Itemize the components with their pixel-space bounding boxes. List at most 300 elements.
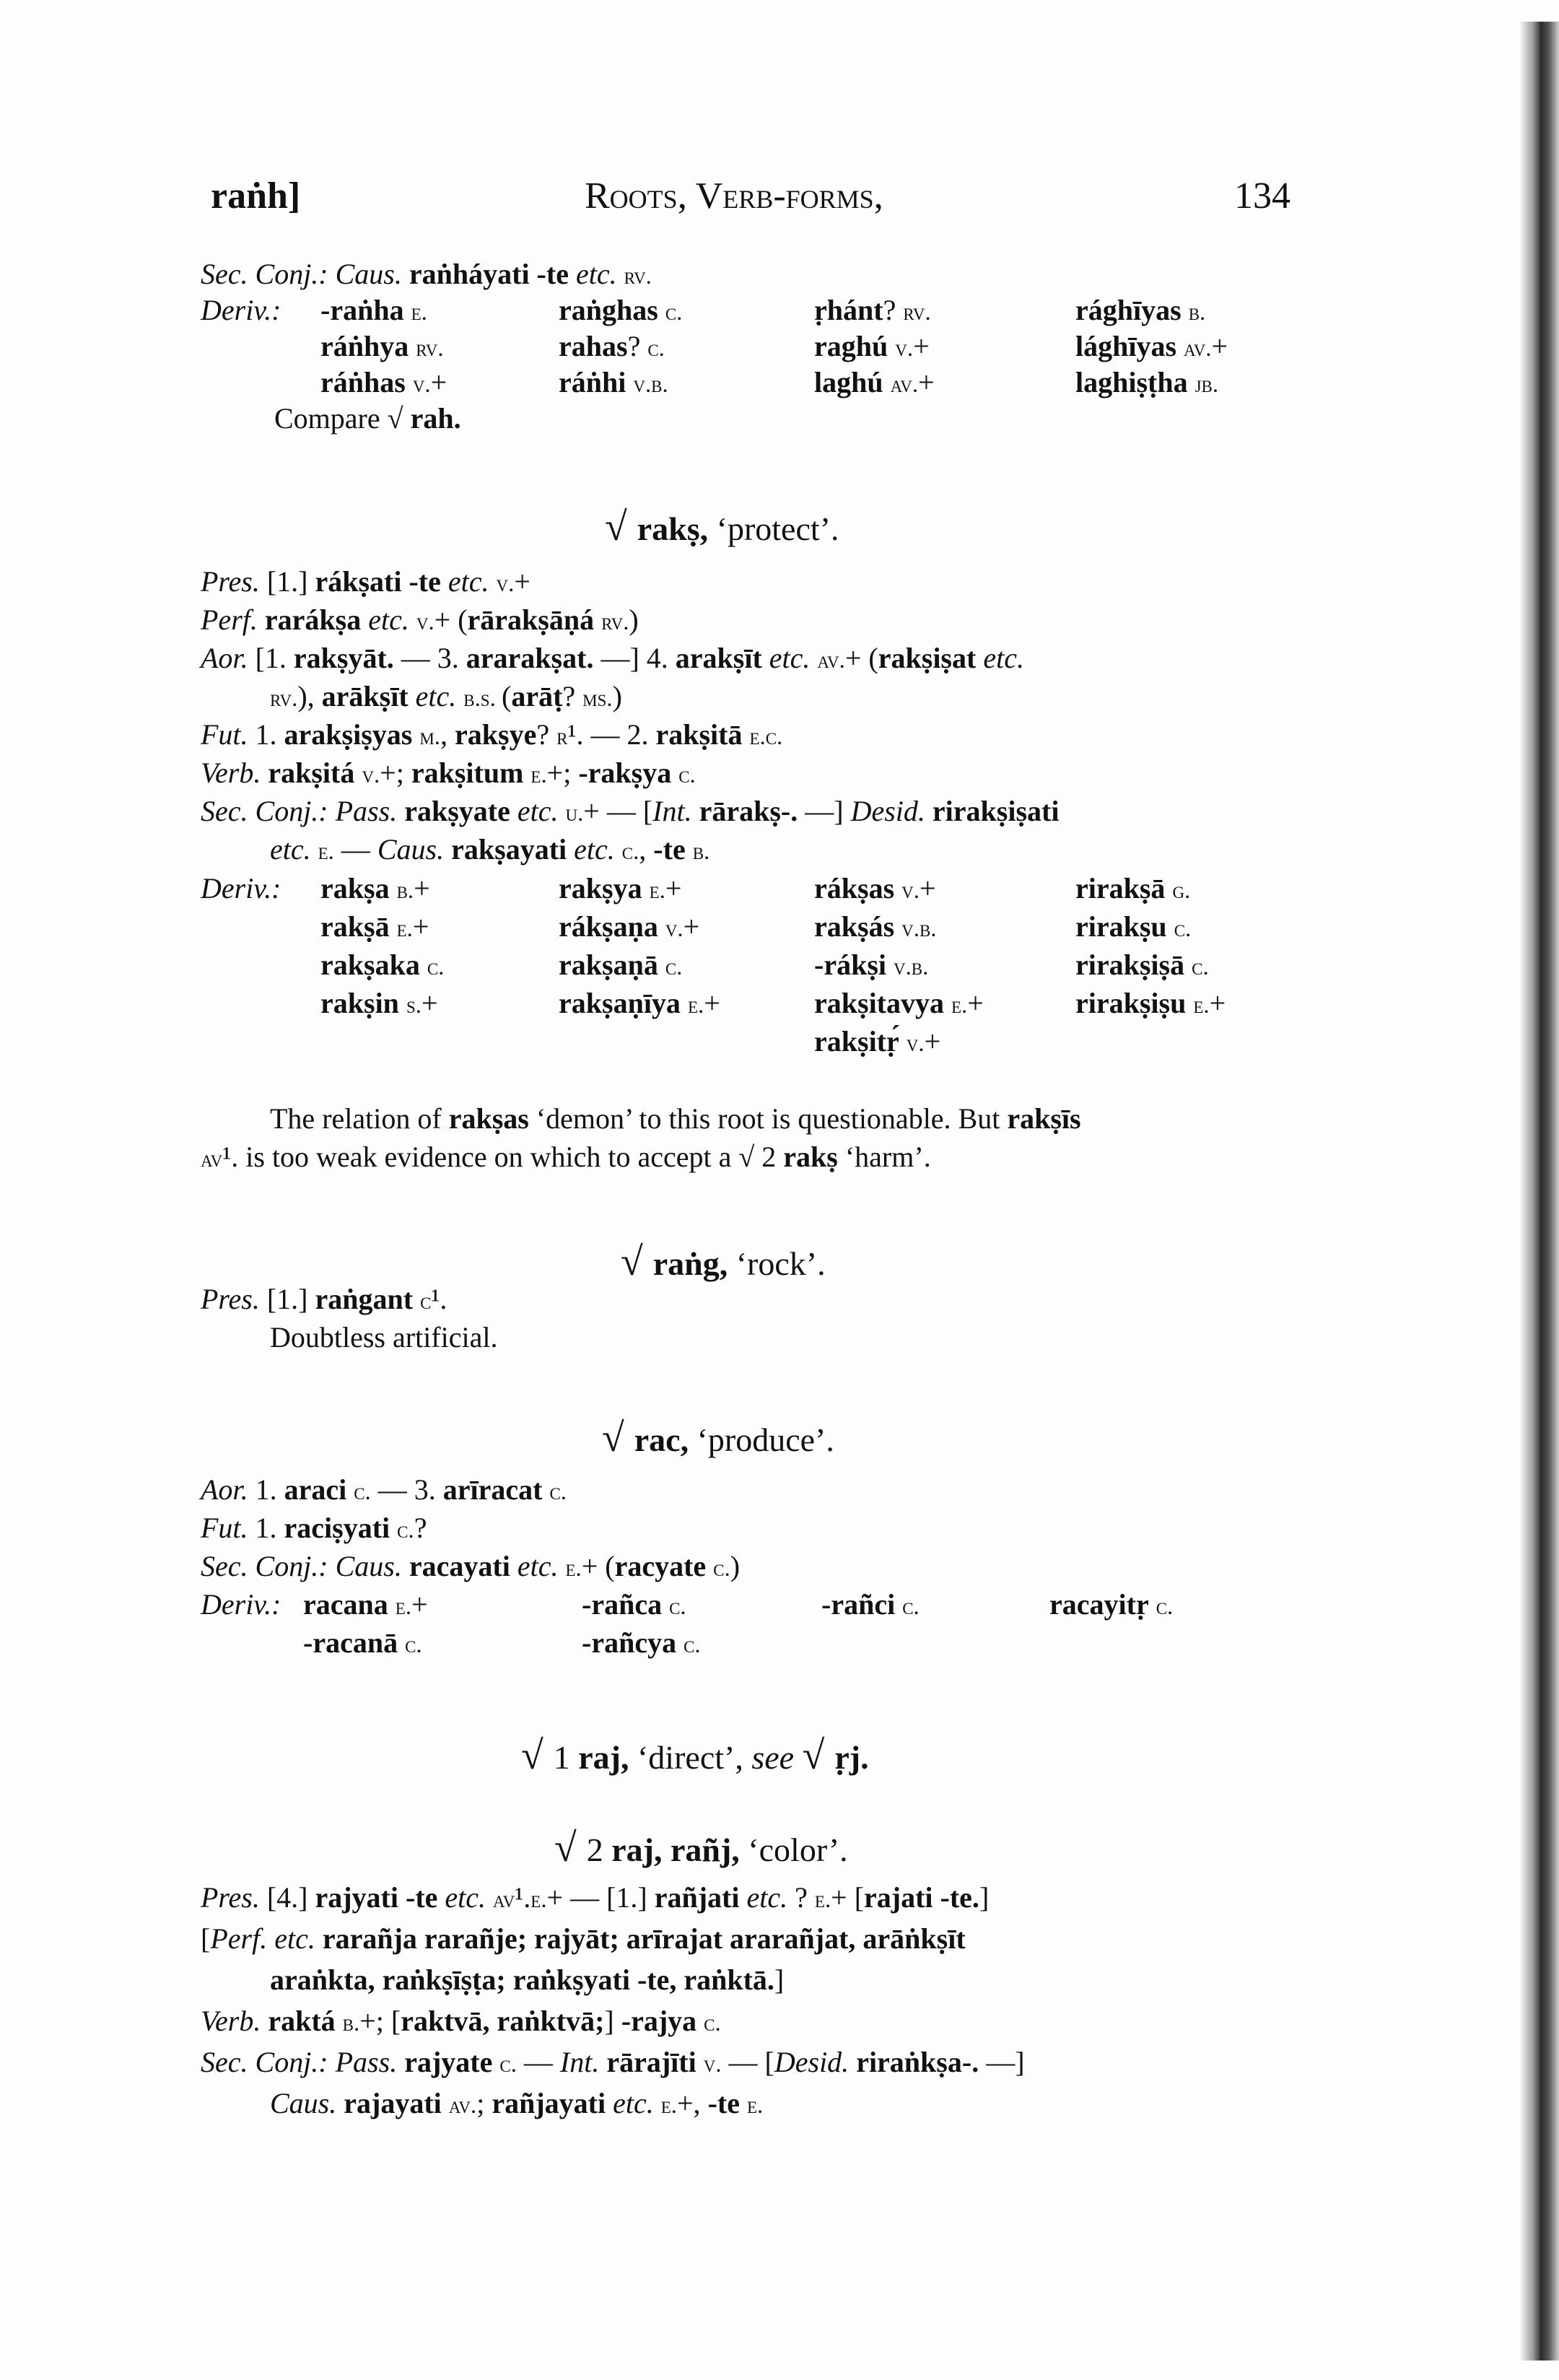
text-run: etc. <box>746 1881 795 1914</box>
text-run: ráṅhas <box>320 366 413 398</box>
text-run: + <box>683 910 700 943</box>
text-run: etc. <box>447 565 497 598</box>
text-run: rarañja rarañje; rajyāt; arīrajat ararañjat, arāṅkṣīt <box>322 1922 966 1955</box>
entry-line <box>270 1099 1081 1139</box>
text-run: Compare <box>274 402 388 435</box>
text-run: c. <box>354 1479 371 1505</box>
text-run: e. <box>951 993 968 1019</box>
deriv-cell <box>814 1021 940 1064</box>
text-run: The relation of <box>270 1102 449 1135</box>
entry-line <box>201 1878 989 1920</box>
text-run: Pres. <box>201 565 267 598</box>
text-run: + <box>704 987 720 1019</box>
text-run: Verb. <box>201 2005 268 2037</box>
text-run: v. <box>665 916 684 942</box>
text-run: e. <box>1193 993 1210 1019</box>
text-run: e. <box>530 1887 547 1913</box>
root-heading <box>554 1826 848 1872</box>
text-run: rarákṣa <box>264 603 369 636</box>
text-run: rákṣas <box>814 872 902 905</box>
text-run: s. <box>406 993 422 1019</box>
text-run: -rajya <box>621 2005 704 2037</box>
text-run: arīracat <box>442 1473 550 1506</box>
text-run: ) <box>730 1550 741 1582</box>
entry-line <box>201 753 696 795</box>
deriv-cell <box>559 983 720 1026</box>
deriv-cell <box>559 907 699 949</box>
text-run: Caus. <box>335 1550 409 1582</box>
text-run: c <box>420 1289 432 1315</box>
deriv-cell <box>814 945 928 988</box>
text-run: rakṣaka <box>320 949 427 981</box>
text-run: racayati <box>409 1550 518 1582</box>
deriv-cell <box>559 362 668 405</box>
text-run: rārajīti <box>606 2046 704 2078</box>
text-run: + ( <box>434 603 468 636</box>
text-run: rv. <box>270 686 298 712</box>
text-run: c. <box>678 762 696 788</box>
entry-line <box>201 2001 721 2044</box>
text-run: Aor. <box>201 642 256 674</box>
text-run: jb. <box>1195 372 1219 398</box>
text-run: c. <box>405 1632 422 1658</box>
text-run: rakṣiṣat <box>878 642 984 674</box>
deriv-cell <box>814 907 937 949</box>
text-run: e. <box>660 2093 677 2119</box>
text-run: racyate <box>614 1550 714 1582</box>
text-run: -rañcya <box>582 1626 684 1659</box>
text-run: + <box>924 1025 941 1058</box>
root-heading <box>602 1416 834 1462</box>
text-run: c. <box>1156 1594 1174 1620</box>
text-run: √ <box>738 1141 762 1173</box>
radical-sign: √ <box>521 1733 554 1778</box>
text-run: Fut. <box>201 718 256 751</box>
text-run: + <box>412 910 429 943</box>
text-run: e. <box>530 762 547 788</box>
text-run: rakṣā <box>320 910 397 943</box>
text-run: av. <box>1184 336 1212 362</box>
text-run: etc. <box>983 642 1024 674</box>
text-run: , <box>639 833 654 866</box>
text-run: av. <box>448 2093 477 2119</box>
text-run: [1.] <box>266 1283 315 1315</box>
text-run: Aor. <box>201 1473 256 1506</box>
text-run: raghú <box>814 330 896 362</box>
root-heading <box>621 1240 826 1286</box>
text-run: + ( <box>844 642 878 674</box>
text-run: c. <box>1192 954 1209 980</box>
text-run: rákṣaṇa <box>559 910 665 943</box>
text-run: racayitṛ <box>1049 1588 1156 1621</box>
text-run: ‘harm’. <box>837 1141 931 1173</box>
text-run: etc. <box>575 258 624 290</box>
text-run: Pass. <box>335 2046 405 2078</box>
text-run: rakṣitā <box>655 718 750 751</box>
text-run: Desid. <box>774 2046 857 2078</box>
text-run: rac, <box>634 1421 689 1458</box>
radical-sign: √ <box>554 1826 587 1870</box>
entry-line <box>201 791 1059 834</box>
text-run: c. <box>669 1594 686 1620</box>
text-run: arakṣīt <box>675 642 769 674</box>
text-run: ) <box>629 603 639 636</box>
deriv-cell <box>1075 362 1218 405</box>
entry-line <box>270 1960 784 2000</box>
deriv-cell <box>1075 945 1209 988</box>
text-run: rirakṣiṣā <box>1075 949 1192 981</box>
deriv-cell <box>1075 983 1226 1026</box>
text-run: b. <box>342 2010 360 2036</box>
text-run: see <box>751 1739 803 1776</box>
text-run: c. <box>665 300 683 326</box>
text-run: c. <box>713 1556 730 1582</box>
deriv-cell <box>1075 868 1190 911</box>
text-run: rirakṣiṣati <box>932 795 1060 827</box>
text-run: Perf. <box>201 603 265 636</box>
text-run: e.c. <box>749 724 783 750</box>
text-run: v. <box>416 609 434 635</box>
text-run: v.b. <box>633 372 668 398</box>
text-run: raj, rañj, <box>611 1831 740 1868</box>
text-run: ‘demon’ to this root is questionable. But <box>528 1102 1008 1135</box>
text-run: Fut. <box>201 1512 256 1544</box>
text-run: arāṭ <box>511 680 563 712</box>
deriv-label: Deriv.: <box>201 1588 281 1621</box>
text-run: Sec. Conj.: <box>201 258 336 290</box>
text-run: √ <box>387 402 411 435</box>
entry-line <box>270 2083 763 2126</box>
text-run: av. <box>890 372 919 398</box>
text-run: Pres. <box>201 1283 267 1315</box>
text-run: Sec. Conj.: <box>201 2046 336 2078</box>
text-run: [1.] <box>266 565 315 598</box>
text-run: c. <box>549 1479 567 1505</box>
text-run: rakṣye <box>455 718 537 751</box>
text-run: c. <box>902 1594 920 1620</box>
entry-line <box>270 829 709 872</box>
text-run: ? <box>414 1512 427 1544</box>
text-run: + <box>421 987 438 1019</box>
text-run: Doubtless artificial. <box>270 1321 498 1354</box>
text-run: Int. <box>559 2046 607 2078</box>
text-run: ‘produce’. <box>689 1421 834 1458</box>
text-run: r <box>556 724 568 750</box>
text-run: rārakṣ-. <box>699 795 798 827</box>
text-run: rirakṣā <box>1075 872 1173 905</box>
text-run: + <box>665 872 682 905</box>
text-run: [4.] <box>266 1881 315 1914</box>
text-run: + <box>411 1588 428 1621</box>
deriv-cell <box>559 945 682 988</box>
text-run: rirakṣiṣu <box>1075 987 1194 1019</box>
text-run: rajayati <box>344 2087 449 2119</box>
deriv-cell <box>1049 1585 1173 1627</box>
text-run: riraṅkṣa-. <box>856 2046 979 2078</box>
entry-line <box>201 1470 567 1512</box>
text-run: rakṣaṇā <box>559 949 665 981</box>
text-run: -raṅha <box>320 294 411 326</box>
text-run: + ( <box>581 1550 615 1582</box>
text-run: -te <box>707 2087 747 2119</box>
text-run: c. <box>684 1632 701 1658</box>
root-heading <box>605 505 839 551</box>
text-run: v. <box>412 372 431 398</box>
text-run: + — [ <box>583 795 653 827</box>
entry-line <box>201 1508 427 1551</box>
text-run: raṅháyati -te <box>409 258 576 290</box>
text-run: rakṣyāt. <box>293 642 394 674</box>
deriv-cell <box>1075 907 1191 949</box>
text-run: 2 <box>761 1141 784 1173</box>
radical-sign: √ <box>802 1733 835 1778</box>
text-run: rakṣitavya <box>814 987 951 1019</box>
text-run: c. <box>665 954 683 980</box>
text-run: av. <box>817 648 845 674</box>
text-run: -racanā <box>303 1626 406 1659</box>
text-run: 1. <box>255 718 284 751</box>
text-run: + <box>514 565 530 598</box>
text-run: + <box>967 987 984 1019</box>
entry-line <box>270 1317 497 1358</box>
text-run: v.b. <box>894 954 929 980</box>
text-run: etc. <box>270 833 318 866</box>
text-run: c. <box>427 954 445 980</box>
text-run: g. <box>1172 878 1191 904</box>
text-run: etc. <box>415 680 464 712</box>
entry-line <box>201 715 782 757</box>
text-run: rakṣás <box>814 910 902 943</box>
text-run: + <box>430 366 447 398</box>
text-run: av <box>201 1146 223 1172</box>
text-run: raṅghas <box>559 294 665 326</box>
text-run: ? <box>562 680 583 712</box>
radical-sign: √ <box>602 1416 634 1460</box>
text-run: c. <box>499 2052 517 2078</box>
text-run: rakṣitum <box>411 757 531 789</box>
text-run: ? <box>536 718 557 751</box>
deriv-cell <box>582 1623 701 1665</box>
text-run: arakṣiṣyas <box>284 718 420 751</box>
text-run: -rákṣi <box>814 949 894 981</box>
radical-sign: √ <box>605 505 637 549</box>
text-run: + <box>913 330 930 362</box>
text-run: ararakṣat. <box>466 642 594 674</box>
text-run: araṅkta, raṅkṣīṣṭa; raṅkṣyati -te, raṅktā. <box>270 1963 774 1996</box>
text-run: ‘rock’. <box>728 1245 826 1282</box>
text-run: av <box>493 1887 515 1913</box>
text-run: +; [ <box>359 2005 401 2037</box>
text-run: rajyate <box>404 2046 500 2078</box>
deriv-cell <box>320 868 430 911</box>
text-run: rah. <box>410 402 461 435</box>
text-run: ‘direct’, <box>629 1739 752 1776</box>
text-run: +; <box>546 757 579 789</box>
text-run: —] 4. <box>593 642 676 674</box>
text-run: + — [1.] <box>546 1881 655 1914</box>
text-run: ? <box>795 1881 815 1914</box>
deriv-cell <box>320 983 438 1026</box>
text-run: ráṅhya <box>320 330 416 362</box>
text-run: etc. <box>517 1550 566 1582</box>
text-run: Caus. <box>335 258 409 290</box>
deriv-cell <box>320 907 429 949</box>
text-run: v. <box>906 1031 925 1057</box>
text-run: -rañca <box>582 1588 670 1621</box>
text-run: etc. <box>574 833 622 866</box>
text-run: + <box>414 872 430 905</box>
text-run: c. <box>1174 916 1192 942</box>
text-run: ¹. <box>515 1881 531 1914</box>
text-run: 1. <box>255 1512 284 1544</box>
page-number: 134 <box>1234 175 1291 217</box>
radical-sign: √ <box>621 1239 653 1284</box>
text-run: racana <box>303 1588 396 1621</box>
entry-line <box>270 676 622 719</box>
text-run: raṅgant <box>315 1283 421 1315</box>
text-run: Sec. Conj.: <box>201 795 336 827</box>
entry-line <box>201 1919 966 1959</box>
text-run: b.s. <box>463 686 502 712</box>
text-run: raciṣyati <box>284 1512 398 1544</box>
text-run: + [ <box>831 1881 865 1914</box>
text-run: — 3. <box>393 642 466 674</box>
text-run: rakṣitá <box>268 757 362 789</box>
text-run: e. <box>395 1594 412 1620</box>
text-run: rañjati <box>654 1881 747 1914</box>
text-run: u. <box>565 801 584 827</box>
text-run: rághīyas <box>1075 294 1189 326</box>
text-run: e. <box>396 916 413 942</box>
text-run: etc. <box>769 642 818 674</box>
text-run: e. <box>649 878 665 904</box>
text-run: m. <box>419 724 441 750</box>
text-run: ṛj. <box>834 1739 869 1776</box>
text-run: ), <box>297 680 322 712</box>
text-run: rv. <box>601 609 629 635</box>
text-run: -rañci <box>821 1588 903 1621</box>
text-run: Caus. <box>270 2087 344 2119</box>
running-head-left: raṅh] <box>211 175 301 217</box>
text-run: rirakṣu <box>1075 910 1174 943</box>
scan-binding-edge <box>1519 22 1559 2361</box>
text-run: rakṣ, <box>637 510 709 547</box>
deriv-cell <box>303 1585 428 1627</box>
text-run: b. <box>692 839 710 865</box>
text-run: +, <box>677 2087 708 2119</box>
deriv-cell <box>559 868 681 911</box>
text-run: Perf. <box>210 1922 275 1955</box>
text-run: c. <box>647 336 665 362</box>
text-run: ; <box>476 2087 492 2119</box>
text-run: etc. <box>445 1881 494 1914</box>
text-run: arākṣīt <box>321 680 416 712</box>
deriv-label: Deriv.: <box>201 294 281 326</box>
text-run: v.b. <box>901 916 937 942</box>
text-run: Caus. <box>377 833 452 866</box>
text-run: rakṣyate <box>404 795 518 827</box>
text-run: e. <box>814 1887 831 1913</box>
text-run: c. <box>704 2010 721 2036</box>
deriv-label: Deriv.: <box>201 872 281 905</box>
text-run: ? <box>883 294 904 326</box>
entry-line <box>201 638 1024 681</box>
text-run: rakṣīs <box>1007 1102 1081 1135</box>
text-run: b. <box>1188 300 1206 326</box>
text-run: e. <box>565 1556 582 1582</box>
text-run: etc. <box>613 2087 661 2119</box>
text-run: v. <box>895 336 914 362</box>
text-run: ? <box>627 330 648 362</box>
text-run: ¹. — 2. <box>567 718 656 751</box>
text-run: etc. <box>517 795 566 827</box>
text-run: rārakṣāṇá <box>467 603 602 636</box>
text-run: rakṣitṛ́ <box>814 1025 907 1058</box>
entry-line <box>201 1137 931 1180</box>
text-run: v. <box>496 571 515 597</box>
text-run: rákṣati -te <box>315 565 448 598</box>
text-run: 1. <box>255 1473 284 1506</box>
text-run: ṛhánt <box>814 294 883 326</box>
text-run: ‘color’. <box>739 1831 848 1868</box>
text-run: rakṣ <box>783 1141 838 1173</box>
text-run: raktvā, raṅktvā; <box>401 2005 605 2037</box>
text-run: , <box>440 718 455 751</box>
text-run: 2 <box>586 1831 612 1868</box>
text-run: raktá <box>268 2005 343 2037</box>
text-run: rakṣin <box>320 987 406 1019</box>
deriv-cell <box>303 1623 422 1665</box>
entry-line <box>201 600 639 642</box>
text-run: rv. <box>903 300 931 326</box>
text-run: v. <box>703 2052 722 2078</box>
deriv-cell <box>814 362 935 405</box>
text-run: rakṣas <box>448 1102 529 1135</box>
text-run: rakṣaṇīya <box>559 987 688 1019</box>
text-run: ráṅhi <box>559 366 634 398</box>
text-run: ‘protect’. <box>708 510 839 547</box>
text-run: ] <box>604 2005 621 2037</box>
text-run: -te <box>653 833 693 866</box>
text-run: lághīyas <box>1075 330 1184 362</box>
text-run: ¹. is too weak evidence on which to accept a <box>222 1141 739 1173</box>
text-run: rajyati -te <box>315 1881 445 1914</box>
text-run: — <box>516 2046 560 2078</box>
entry-line <box>201 2042 1025 2085</box>
text-run: — 3. <box>370 1473 443 1506</box>
text-run: — <box>333 833 377 866</box>
text-run: e. <box>687 993 704 1019</box>
text-run: + <box>1211 330 1228 362</box>
deriv-cell <box>320 945 444 988</box>
text-run: rahas <box>559 330 628 362</box>
text-run: e. <box>746 2093 764 2119</box>
text-run: rv. <box>416 336 444 362</box>
deriv-cell <box>814 868 936 911</box>
text-run: Desid. <box>850 795 933 827</box>
text-run: b. <box>396 878 414 904</box>
entry-line <box>274 398 461 439</box>
text-run: rv. <box>624 263 652 289</box>
text-run: v. <box>362 762 380 788</box>
text-run: ) <box>612 680 622 712</box>
text-run: 1 <box>553 1739 579 1776</box>
deriv-cell <box>582 1585 686 1627</box>
text-run: Sec. Conj.: <box>201 1550 336 1582</box>
text-run: rakṣayati <box>451 833 575 866</box>
text-run: +; <box>380 757 411 789</box>
text-run: v. <box>901 878 920 904</box>
